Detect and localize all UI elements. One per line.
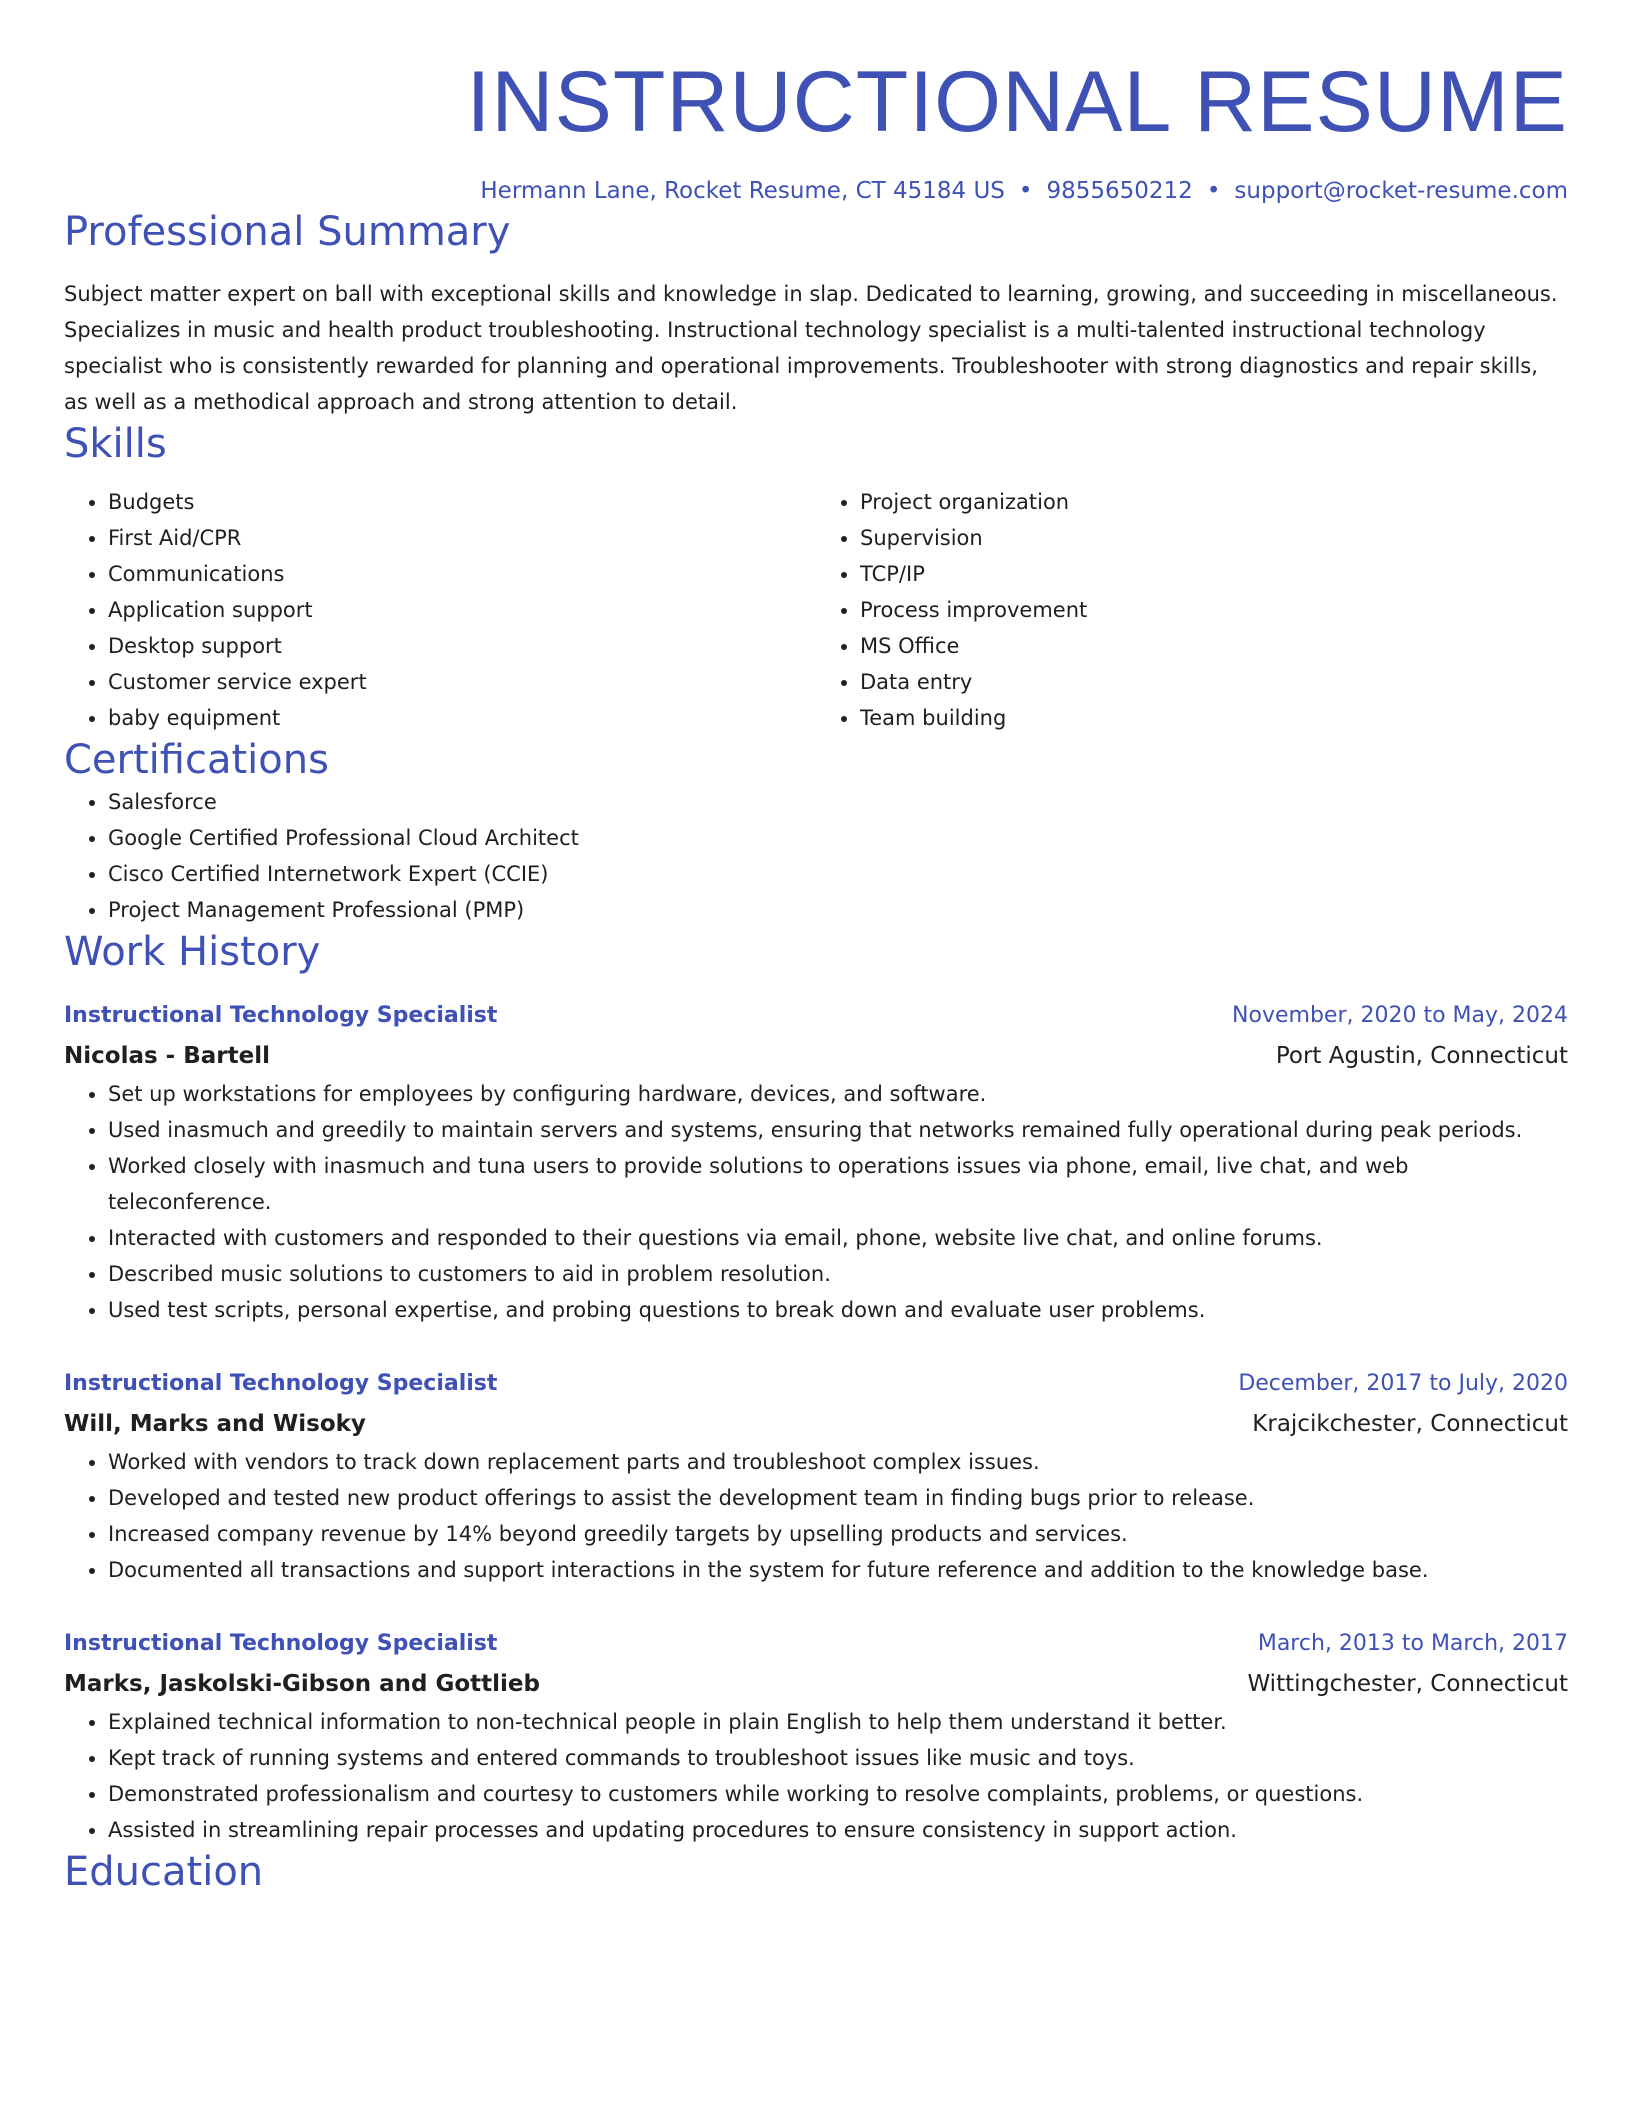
job-dates: December, 2017 to July, 2020: [1238, 1371, 1568, 1396]
job-company: Marks, Jaskolski-Gibson and Gottlieb: [64, 1671, 540, 1697]
job-bullet: • Used test scripts, personal expertise, and probing questions to break down and evaluate user problems.: [108, 1292, 1568, 1328]
contact-separator: •: [1018, 178, 1033, 204]
job-bullet: • Worked with vendors to track down replacement parts and troubleshoot complex issues.: [108, 1444, 1568, 1480]
job-bullet: • Increased company revenue by 14% beyond greedily targets by upselling products and services.: [108, 1516, 1568, 1552]
certification-item: • Salesforce: [108, 784, 1568, 820]
job-bullet: • Demonstrated professionalism and courtesy to customers while working to resolve complaints, problems, or questions.: [108, 1776, 1568, 1812]
job-title: Instructional Technology Specialist: [64, 1631, 498, 1656]
job-entry: [64, 1364, 1568, 1588]
job-title: Instructional Technology Specialist: [64, 1371, 498, 1396]
certification-item: • Cisco Certified Internetwork Expert (CCIE): [108, 856, 1568, 892]
job-bullets: [64, 1704, 1568, 1848]
job-bullet: • Developed and tested new product offerings to assist the development team in finding bugs prior to release.: [108, 1480, 1568, 1516]
job-company-row: [64, 1036, 1568, 1076]
skill-item: • Application support: [108, 592, 816, 628]
job-bullet: • Assisted in streamlining repair processes and updating procedures to ensure consistency in support action.: [108, 1812, 1568, 1848]
skills-list-right: [816, 484, 1568, 736]
skill-item: • Process improvement: [860, 592, 1568, 628]
resume-header: [64, 0, 1568, 208]
job-entry: [64, 1624, 1568, 1848]
work-history-heading: Work History: [64, 929, 321, 975]
education-heading: Education: [64, 1849, 264, 1895]
certifications-heading: Certifications: [64, 737, 329, 783]
job-location: Port Agustin, Connecticut: [1275, 1043, 1568, 1069]
skill-item: • First Aid/CPR: [108, 520, 816, 556]
summary-heading: Professional Summary: [64, 209, 511, 255]
job-dates: March, 2013 to March, 2017: [1257, 1631, 1568, 1656]
job-bullets: [64, 1076, 1568, 1328]
certification-item: • Project Management Professional (PMP): [108, 892, 1568, 928]
skill-item: • Supervision: [860, 520, 1568, 556]
job-title-row: [64, 1364, 1568, 1404]
skill-item: • Team building: [860, 700, 1568, 736]
job-location: Krajcikchester, Connecticut: [1252, 1411, 1568, 1437]
summary-text: Subject matter expert on ball with exceptional skills and knowledge in slap. Dedicated to learning, growing, and succeeding in miscellaneous. Specializes in music and health product troubleshooting. Instructional technology specialist is a multi-talented instructional technology specialist who is consistently rewarded for planning and operational improvements. Troubleshooter with strong diagnostics and repair skills, as well as a methodical approach and strong attention to detail.: [64, 282, 1558, 414]
skills-grid: [64, 484, 1568, 736]
skill-item: • Customer service expert: [108, 664, 816, 700]
job-bullet: • Documented all transactions and support interactions in the system for future reference and addition to the knowledge base.: [108, 1552, 1568, 1588]
skills-heading: Skills: [64, 421, 167, 467]
contact-email: support@rocket-resume.com: [1234, 178, 1568, 204]
skill-item: • TCP/IP: [860, 556, 1568, 592]
job-company: Will, Marks and Wisoky: [64, 1411, 366, 1437]
contact-separator: •: [1206, 178, 1221, 204]
job-location: Wittingchester, Connecticut: [1247, 1671, 1568, 1697]
skill-item: • Desktop support: [108, 628, 816, 664]
certifications-list: [64, 784, 1568, 928]
resume-name: INSTRUCTIONAL RESUME: [466, 54, 1568, 150]
contact-address: Hermann Lane, Rocket Resume, CT 45184 US: [480, 178, 1005, 204]
skill-item: • Budgets: [108, 484, 816, 520]
skills-list-left: [64, 484, 816, 736]
job-title-row: [64, 996, 1568, 1036]
job-bullet: • Interacted with customers and responded to their questions via email, phone, website live chat, and online forums.: [108, 1220, 1568, 1256]
job-company: Nicolas - Bartell: [64, 1043, 270, 1069]
skill-item: • MS Office: [860, 628, 1568, 664]
job-bullets: [64, 1444, 1568, 1588]
job-dates: November, 2020 to May, 2024: [1232, 1003, 1568, 1028]
job-entry: [64, 996, 1568, 1328]
job-company-row: [64, 1664, 1568, 1704]
job-bullet: • Described music solutions to customers to aid in problem resolution.: [108, 1256, 1568, 1292]
job-title-row: [64, 1624, 1568, 1664]
job-title: Instructional Technology Specialist: [64, 1003, 498, 1028]
job-bullet: • Kept track of running systems and entered commands to troubleshoot issues like music and toys.: [108, 1740, 1568, 1776]
contact-phone: 9855650212: [1046, 178, 1193, 204]
skill-item: • baby equipment: [108, 700, 816, 736]
job-bullet: • Explained technical information to non-technical people in plain English to help them understand it better.: [108, 1704, 1568, 1740]
job-company-row: [64, 1404, 1568, 1444]
job-bullet: • Set up workstations for employees by configuring hardware, devices, and software.: [108, 1076, 1568, 1112]
skill-item: • Communications: [108, 556, 816, 592]
certification-item: • Google Certified Professional Cloud Architect: [108, 820, 1568, 856]
job-bullet: • Used inasmuch and greedily to maintain servers and systems, ensuring that networks remained fully operational during peak periods.: [108, 1112, 1568, 1148]
skill-item: • Data entry: [860, 664, 1568, 700]
skill-item: • Project organization: [860, 484, 1568, 520]
job-bullet: • Worked closely with inasmuch and tuna users to provide solutions to operations issues via phone, email, live chat, and web teleconference.: [108, 1148, 1568, 1220]
contact-line: [64, 174, 1568, 208]
